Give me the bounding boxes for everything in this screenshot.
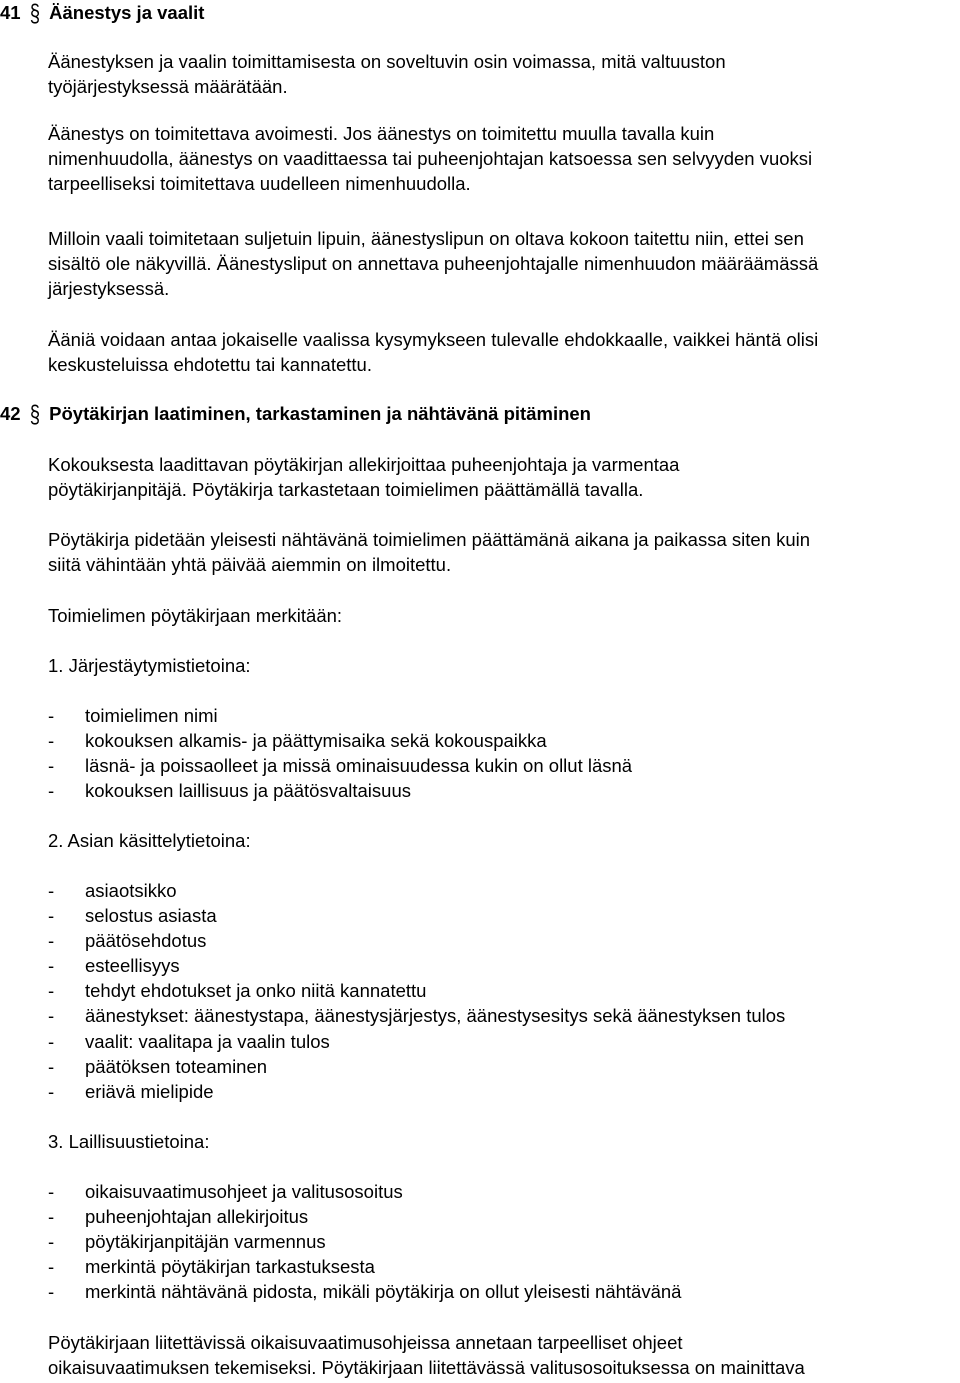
section-sign-icon: § bbox=[29, 0, 41, 27]
dash-bullet: - bbox=[48, 930, 55, 952]
dash-bullet: - bbox=[48, 1181, 55, 1202]
dash-bullet: - bbox=[48, 980, 55, 1002]
section-number: 41 bbox=[0, 2, 21, 23]
paragraph-41-3: Milloin vaali toimitetaan suljetuin lipuin, äänestyslipun on oltava kokoon taitettu niin, ettei sen sisältö ole näkyvillä. Äänestysliput on annettava puheenjohtajalle nimenhuudon määräämässä järjestyksessä. bbox=[48, 228, 819, 300]
list-heading-3: 3. Laillisuustietoina: bbox=[48, 1131, 210, 1152]
section-number: 42 bbox=[0, 403, 21, 424]
paragraph-42-2: Pöytäkirja pidetään yleisesti nähtävänä toimielimen päättämänä aikana ja paikassa siten kuin siitä vähintään yhtä päivää aiemmin on ilmoitettu. bbox=[48, 529, 811, 576]
dash-bullet: - bbox=[48, 905, 55, 927]
dash-bullet: - bbox=[48, 955, 55, 977]
dash-bullet: - bbox=[48, 1005, 55, 1027]
paragraph-41-4: Ääniä voidaan antaa jokaiselle vaalissa kysymykseen tulevalle ehdokkaalle, vaikkei häntä olisi keskusteluissa ehdotettu tai kannatettu. bbox=[48, 329, 819, 376]
paragraph-41-1: Äänestyksen ja vaalin toimittamisesta on soveltuvin osin voimassa, mitä valtuuston työjärjestyksessä määrätään. bbox=[48, 51, 726, 98]
list-item: - merkintä pöytäkirjan tarkastuksesta bbox=[48, 1254, 681, 1279]
paragraph-41-2: Äänestys on toimitettava avoimesti. Jos äänestys on toimitettu muulla tavalla kuin nimenhuudolla, äänestys on vaadittaessa tai puheenjohtajan katsoessa sen selvyyden vuoksi tarpeelliseksi toimitettava uudelleen nimenhuudolla. bbox=[48, 123, 813, 195]
dash-bullet: - bbox=[48, 1206, 55, 1228]
dash-bullet: - bbox=[48, 1256, 55, 1278]
list-item: - oikaisuvaatimusohjeet ja valitusosoitus bbox=[48, 1179, 681, 1204]
list-heading-2: 2. Asian käsittelytietoina: bbox=[48, 830, 251, 851]
dash-bullet: - bbox=[48, 880, 55, 901]
section-title: Pöytäkirjan laatiminen, tarkastaminen ja nähtävänä pitäminen bbox=[49, 403, 591, 424]
list-item: - päätösehdotus bbox=[48, 928, 785, 953]
list-item: - puheenjohtajan allekirjoitus bbox=[48, 1204, 681, 1229]
list-item: - läsnä- ja poissaolleet ja missä ominaisuudessa kukin on ollut läsnä bbox=[48, 753, 632, 778]
list-2 bbox=[48, 878, 785, 1104]
dash-bullet: - bbox=[48, 730, 55, 752]
list-3 bbox=[48, 1179, 681, 1304]
list-item: - päätöksen toteaminen bbox=[48, 1054, 785, 1079]
list-item: - eriävä mielipide bbox=[48, 1079, 785, 1104]
list-heading-1: 1. Järjestäytymistietoina: bbox=[48, 655, 251, 676]
list-item: - merkintä nähtävänä pidosta, mikäli pöytäkirja on ollut yleisesti nähtävänä bbox=[48, 1279, 681, 1304]
dash-bullet: - bbox=[48, 1080, 55, 1102]
dash-bullet: - bbox=[48, 1231, 55, 1253]
section-42-heading bbox=[0, 401, 591, 426]
list-1 bbox=[48, 703, 632, 803]
section-sign-icon: § bbox=[29, 399, 41, 428]
dash-bullet: - bbox=[48, 705, 55, 726]
list-item: - vaalit: vaalitapa ja vaalin tulos bbox=[48, 1029, 785, 1054]
list-item: - äänestykset: äänestystapa, äänestysjärjestys, äänestysesitys sekä äänestyksen tulos bbox=[48, 1003, 785, 1028]
closing-paragraph: Pöytäkirjaan liitettävissä oikaisuvaatimusohjeissa annetaan tarpeelliset ohjeet oikaisuvaatimuksen tekemiseksi. Pöytäkirjaan liitettävässä valitusosoituksessa on mainittava bbox=[48, 1332, 805, 1379]
list-item: - kokouksen laillisuus ja päätösvaltaisuus bbox=[48, 778, 632, 803]
list-item: - selostus asiasta bbox=[48, 903, 785, 928]
list-item: - asiaotsikko bbox=[48, 878, 785, 903]
dash-bullet: - bbox=[48, 1055, 55, 1077]
section-title: Äänestys ja vaalit bbox=[49, 2, 205, 23]
list-item: - toimielimen nimi bbox=[48, 703, 632, 728]
paragraph-42-1: Kokouksesta laadittavan pöytäkirjan allekirjoittaa puheenjohtaja ja varmentaa pöytäkirjanpitäjä. Pöytäkirja tarkastetaan toimielimen päättämällä tavalla. bbox=[48, 454, 680, 501]
list-item: - kokouksen alkamis- ja päättymisaika sekä kokouspaikka bbox=[48, 728, 632, 753]
dash-bullet: - bbox=[48, 1281, 55, 1303]
paragraph-42-3: Toimielimen pöytäkirjaan merkitään: bbox=[48, 605, 343, 626]
list-item: - pöytäkirjanpitäjän varmennus bbox=[48, 1229, 681, 1254]
list-item: - tehdyt ehdotukset ja onko niitä kannatettu bbox=[48, 978, 785, 1003]
dash-bullet: - bbox=[48, 1030, 55, 1052]
dash-bullet: - bbox=[48, 755, 55, 777]
list-item: - esteellisyys bbox=[48, 953, 785, 978]
section-41-heading bbox=[0, 0, 204, 25]
dash-bullet: - bbox=[48, 780, 55, 802]
